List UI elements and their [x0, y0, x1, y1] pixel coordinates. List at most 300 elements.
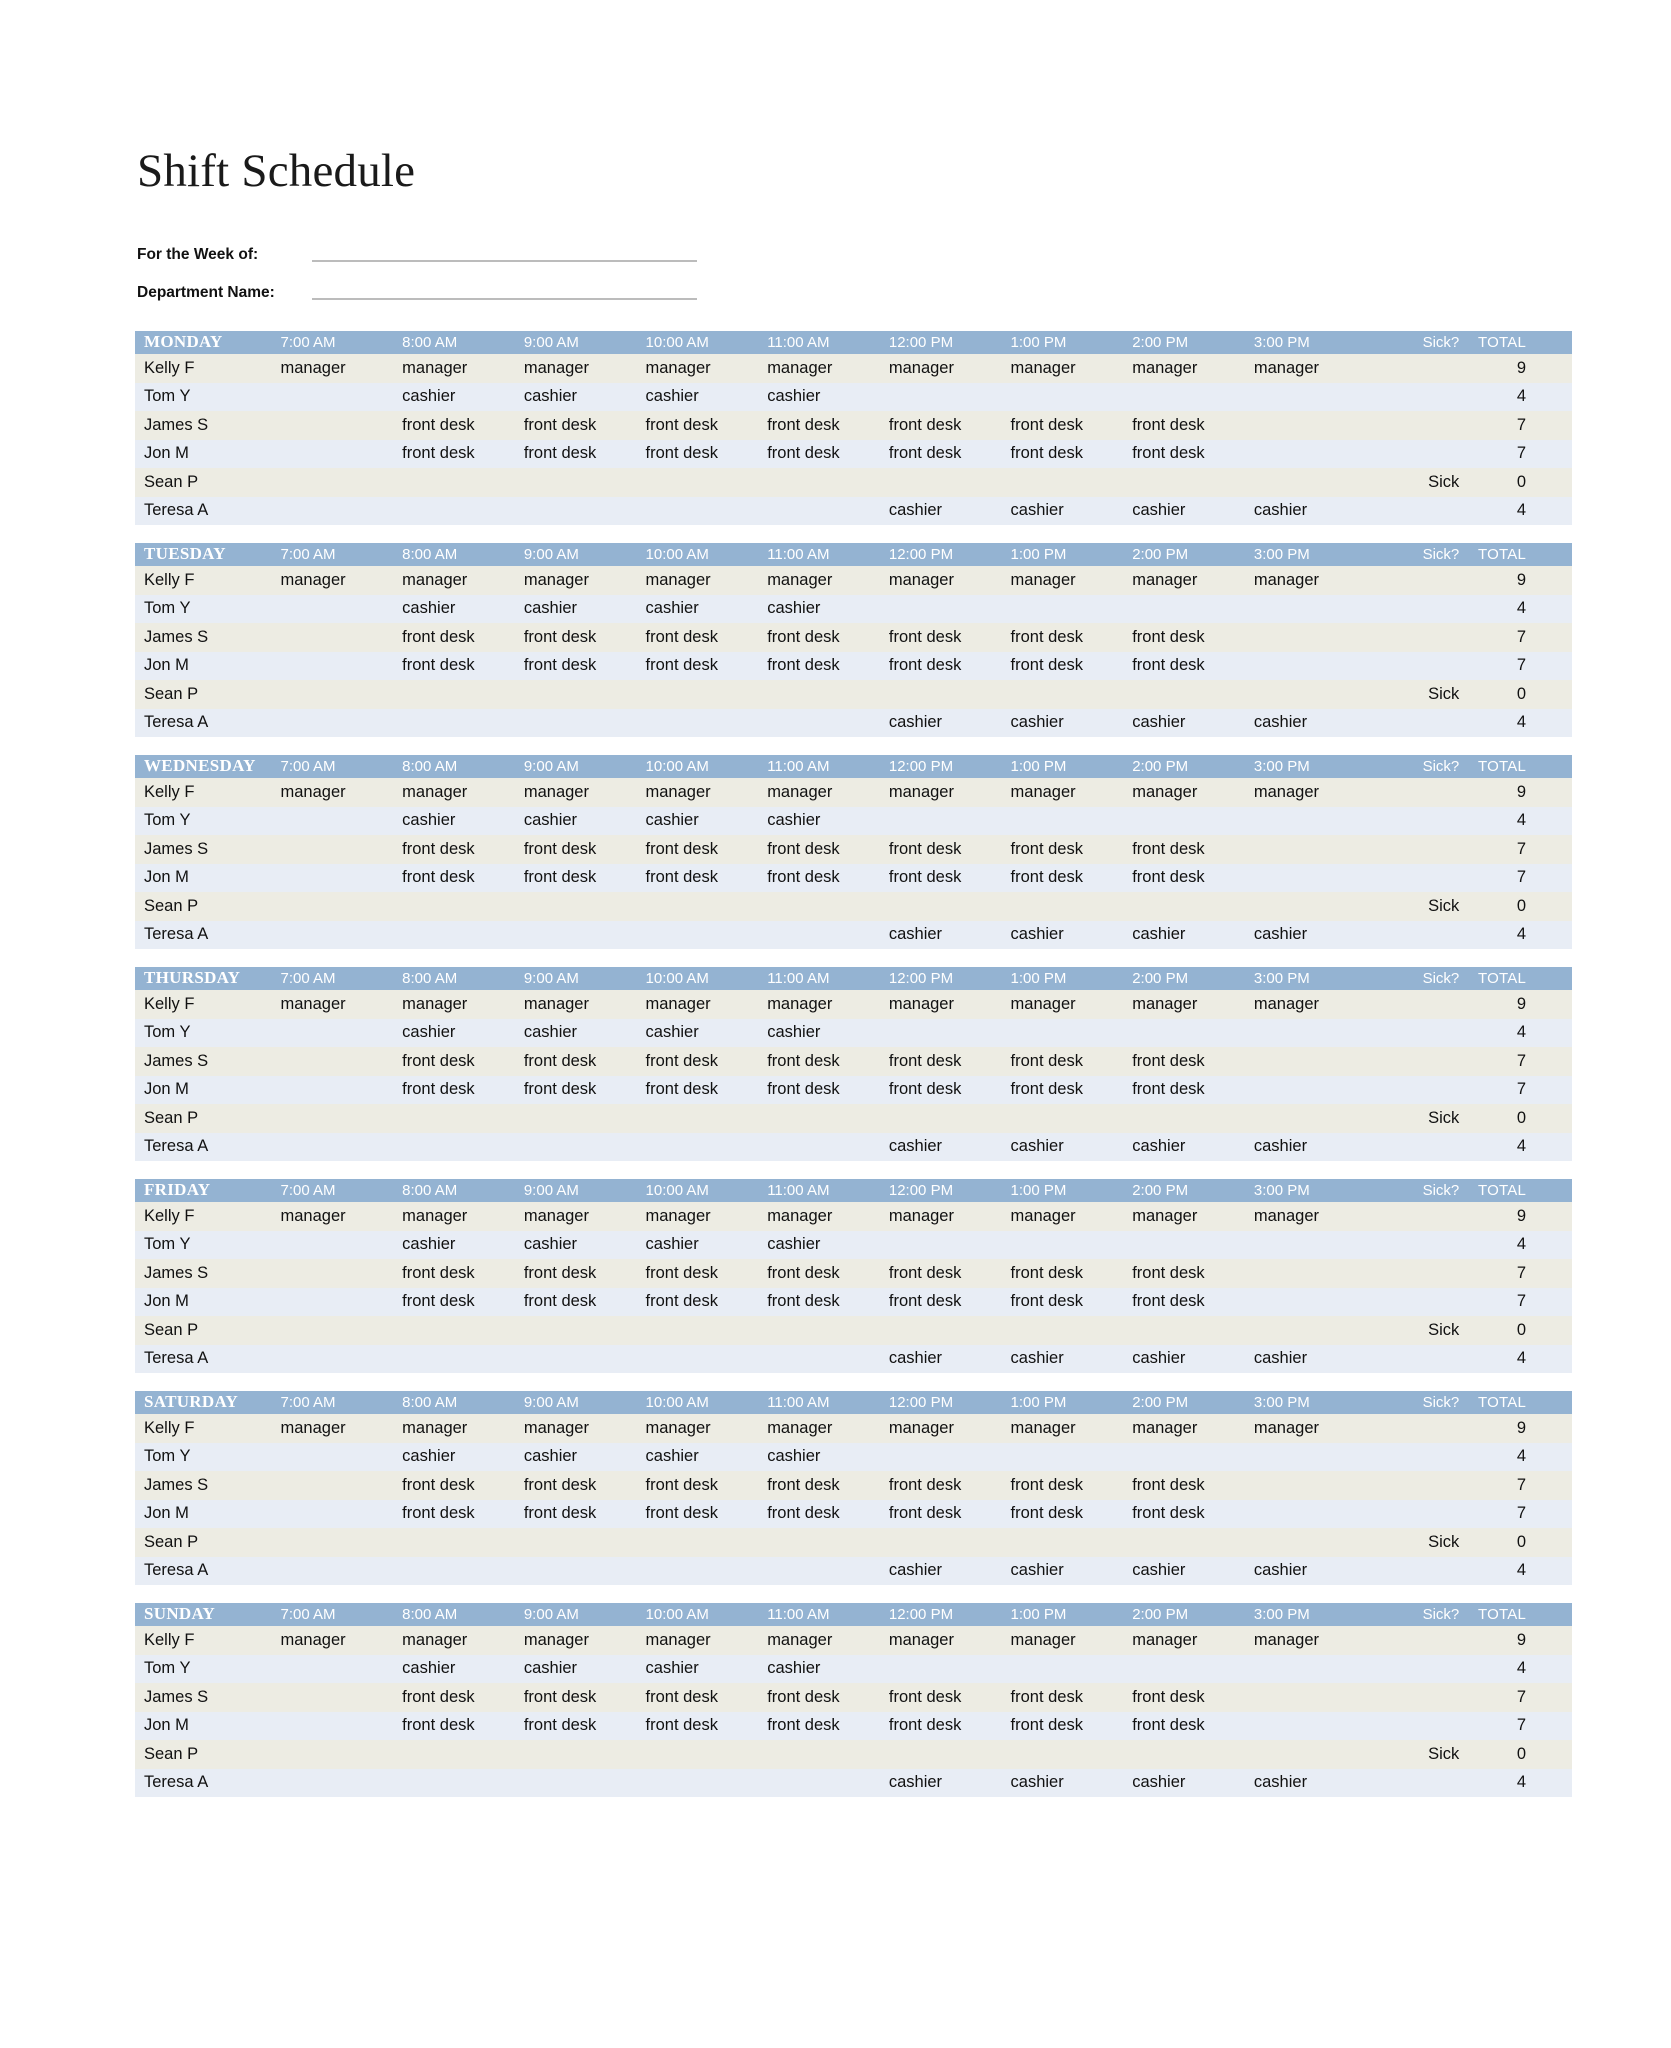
shift-cell[interactable]: front desk: [523, 1080, 597, 1099]
shift-cell[interactable]: [518, 680, 640, 709]
shift-cell[interactable]: front desk: [1132, 1687, 1205, 1706]
shift-cell[interactable]: [640, 1557, 762, 1586]
shift-cell[interactable]: cashier: [767, 1235, 821, 1254]
shift-cell[interactable]: [1126, 1019, 1248, 1048]
shift-cell[interactable]: manager: [1253, 1418, 1319, 1437]
shift-cell[interactable]: front desk: [888, 415, 962, 434]
shift-cell[interactable]: front desk: [523, 839, 597, 858]
shift-cell[interactable]: [761, 1133, 883, 1162]
sick-cell[interactable]: [1370, 1443, 1472, 1472]
table-row[interactable]: [135, 1019, 1572, 1048]
shift-cell[interactable]: [883, 595, 1005, 624]
sick-cell[interactable]: [1370, 354, 1472, 383]
shift-cell[interactable]: front desk: [1010, 839, 1083, 858]
shift-cell[interactable]: manager: [1010, 1630, 1076, 1649]
table-row[interactable]: [135, 1288, 1572, 1317]
shift-cell[interactable]: [275, 1288, 397, 1317]
shift-cell[interactable]: manager: [888, 782, 954, 801]
shift-cell[interactable]: [1248, 1316, 1370, 1345]
shift-cell[interactable]: front desk: [767, 1292, 840, 1311]
shift-cell[interactable]: [640, 1345, 762, 1374]
shift-cell[interactable]: [761, 1528, 883, 1557]
table-row[interactable]: [135, 709, 1572, 738]
shift-cell[interactable]: [396, 1345, 518, 1374]
week-of-input[interactable]: [312, 260, 697, 262]
shift-cell[interactable]: manager: [645, 1630, 711, 1649]
shift-cell[interactable]: [1248, 1288, 1370, 1317]
shift-cell[interactable]: front desk: [402, 627, 475, 646]
shift-cell[interactable]: manager: [767, 994, 833, 1013]
shift-cell[interactable]: [640, 1104, 762, 1133]
shift-cell[interactable]: manager: [523, 1630, 589, 1649]
sick-cell[interactable]: [1370, 1047, 1472, 1076]
shift-cell[interactable]: manager: [1132, 782, 1198, 801]
shift-cell[interactable]: [275, 383, 397, 412]
shift-cell[interactable]: [1248, 1259, 1370, 1288]
sick-cell[interactable]: [1370, 1202, 1472, 1231]
shift-cell[interactable]: [275, 1500, 397, 1529]
table-row[interactable]: [135, 1500, 1572, 1529]
shift-cell[interactable]: front desk: [645, 1263, 718, 1282]
shift-cell[interactable]: [518, 921, 640, 950]
sick-cell[interactable]: [1370, 778, 1472, 807]
shift-cell[interactable]: cashier: [645, 1447, 699, 1466]
shift-cell[interactable]: front desk: [888, 839, 962, 858]
shift-cell[interactable]: front desk: [523, 868, 597, 887]
sick-cell[interactable]: [1370, 835, 1472, 864]
shift-cell[interactable]: cashier: [645, 387, 699, 406]
table-row[interactable]: [135, 1259, 1572, 1288]
shift-cell[interactable]: [1005, 1104, 1127, 1133]
shift-cell[interactable]: [275, 1259, 397, 1288]
shift-cell[interactable]: front desk: [888, 1263, 962, 1282]
shift-cell[interactable]: manager: [1253, 358, 1319, 377]
shift-cell[interactable]: [518, 709, 640, 738]
shift-cell[interactable]: [518, 497, 640, 526]
shift-cell[interactable]: cashier: [888, 1561, 943, 1580]
shift-cell[interactable]: manager: [1253, 570, 1319, 589]
shift-cell[interactable]: cashier: [523, 811, 578, 830]
shift-cell[interactable]: [396, 1528, 518, 1557]
shift-cell[interactable]: [640, 1528, 762, 1557]
shift-cell[interactable]: [883, 807, 1005, 836]
sick-cell[interactable]: [1370, 921, 1472, 950]
shift-cell[interactable]: [761, 1740, 883, 1769]
shift-cell[interactable]: front desk: [767, 444, 840, 463]
sick-cell[interactable]: [1370, 595, 1472, 624]
shift-cell[interactable]: front desk: [523, 1292, 597, 1311]
shift-cell[interactable]: manager: [1132, 1418, 1198, 1437]
shift-cell[interactable]: [396, 892, 518, 921]
shift-cell[interactable]: front desk: [645, 1051, 718, 1070]
shift-cell[interactable]: [1248, 652, 1370, 681]
department-name-input[interactable]: [312, 298, 697, 300]
shift-cell[interactable]: manager: [1010, 1418, 1076, 1437]
shift-cell[interactable]: [1005, 1231, 1127, 1260]
shift-cell[interactable]: front desk: [1010, 1475, 1083, 1494]
shift-cell[interactable]: [275, 1443, 397, 1472]
shift-cell[interactable]: [1126, 383, 1248, 412]
shift-cell[interactable]: front desk: [1132, 415, 1205, 434]
shift-cell[interactable]: manager: [523, 994, 589, 1013]
table-row[interactable]: [135, 1345, 1572, 1374]
shift-cell[interactable]: manager: [402, 1418, 468, 1437]
sick-cell[interactable]: Sick: [1428, 1320, 1460, 1339]
shift-cell[interactable]: cashier: [1253, 1561, 1308, 1580]
shift-cell[interactable]: [275, 1133, 397, 1162]
shift-cell[interactable]: front desk: [402, 415, 475, 434]
shift-cell[interactable]: [1248, 1500, 1370, 1529]
table-row[interactable]: [135, 1231, 1572, 1260]
shift-cell[interactable]: [883, 383, 1005, 412]
shift-cell[interactable]: [518, 468, 640, 497]
shift-cell[interactable]: manager: [402, 570, 468, 589]
shift-cell[interactable]: [883, 680, 1005, 709]
shift-cell[interactable]: [1248, 1471, 1370, 1500]
table-row[interactable]: [135, 566, 1572, 595]
shift-cell[interactable]: [275, 652, 397, 681]
shift-cell[interactable]: manager: [1010, 1206, 1076, 1225]
shift-cell[interactable]: cashier: [1253, 1773, 1308, 1792]
sick-cell[interactable]: [1370, 440, 1472, 469]
shift-cell[interactable]: front desk: [523, 627, 597, 646]
shift-cell[interactable]: [396, 1133, 518, 1162]
shift-cell[interactable]: manager: [767, 570, 833, 589]
shift-cell[interactable]: front desk: [767, 1051, 840, 1070]
shift-cell[interactable]: manager: [402, 1206, 468, 1225]
shift-cell[interactable]: front desk: [888, 1475, 962, 1494]
shift-cell[interactable]: [396, 1316, 518, 1345]
shift-cell[interactable]: [640, 892, 762, 921]
shift-cell[interactable]: cashier: [888, 1137, 943, 1156]
shift-cell[interactable]: [275, 440, 397, 469]
shift-cell[interactable]: [1005, 595, 1127, 624]
shift-cell[interactable]: front desk: [888, 1080, 962, 1099]
shift-cell[interactable]: front desk: [402, 1292, 475, 1311]
shift-cell[interactable]: [1005, 383, 1127, 412]
shift-cell[interactable]: [396, 1104, 518, 1133]
sick-cell[interactable]: Sick: [1428, 896, 1460, 915]
shift-cell[interactable]: cashier: [645, 1023, 699, 1042]
shift-cell[interactable]: [761, 1316, 883, 1345]
shift-cell[interactable]: front desk: [645, 839, 718, 858]
shift-cell[interactable]: cashier: [523, 1447, 578, 1466]
shift-cell[interactable]: [1248, 1528, 1370, 1557]
shift-cell[interactable]: [396, 1769, 518, 1798]
shift-cell[interactable]: [1126, 892, 1248, 921]
table-row[interactable]: [135, 1712, 1572, 1741]
shift-cell[interactable]: front desk: [402, 1716, 475, 1735]
shift-cell[interactable]: [883, 1443, 1005, 1472]
shift-cell[interactable]: [1248, 807, 1370, 836]
table-row[interactable]: [135, 1471, 1572, 1500]
shift-cell[interactable]: front desk: [645, 868, 718, 887]
shift-cell[interactable]: [275, 680, 397, 709]
table-row[interactable]: [135, 1414, 1572, 1443]
shift-cell[interactable]: front desk: [523, 1687, 597, 1706]
shift-cell[interactable]: front desk: [767, 839, 840, 858]
sick-cell[interactable]: [1370, 1133, 1472, 1162]
shift-cell[interactable]: manager: [888, 1206, 954, 1225]
shift-cell[interactable]: front desk: [888, 868, 962, 887]
sick-cell[interactable]: Sick: [1428, 1532, 1460, 1551]
shift-cell[interactable]: [883, 1528, 1005, 1557]
shift-cell[interactable]: front desk: [523, 1475, 597, 1494]
shift-cell[interactable]: front desk: [767, 1716, 840, 1735]
shift-cell[interactable]: front desk: [888, 444, 962, 463]
shift-cell[interactable]: cashier: [888, 1773, 943, 1792]
table-row[interactable]: [135, 990, 1572, 1019]
shift-cell[interactable]: [518, 1740, 640, 1769]
shift-cell[interactable]: [1126, 1655, 1248, 1684]
shift-cell[interactable]: [518, 1316, 640, 1345]
shift-cell[interactable]: front desk: [645, 1716, 718, 1735]
shift-cell[interactable]: [883, 892, 1005, 921]
shift-cell[interactable]: [1005, 468, 1127, 497]
shift-cell[interactable]: front desk: [645, 1687, 718, 1706]
shift-cell[interactable]: [1126, 1443, 1248, 1472]
shift-cell[interactable]: cashier: [767, 1447, 821, 1466]
table-row[interactable]: [135, 383, 1572, 412]
sick-cell[interactable]: [1370, 1345, 1472, 1374]
shift-cell[interactable]: cashier: [1253, 713, 1308, 732]
shift-cell[interactable]: [883, 1316, 1005, 1345]
shift-cell[interactable]: front desk: [888, 1292, 962, 1311]
shift-cell[interactable]: front desk: [523, 1716, 597, 1735]
shift-cell[interactable]: [883, 1231, 1005, 1260]
sick-cell[interactable]: [1370, 1500, 1472, 1529]
sick-cell[interactable]: [1370, 1414, 1472, 1443]
shift-cell[interactable]: [761, 680, 883, 709]
shift-cell[interactable]: [640, 709, 762, 738]
shift-cell[interactable]: manager: [645, 358, 711, 377]
sick-cell[interactable]: [1370, 383, 1472, 412]
shift-cell[interactable]: [275, 1740, 397, 1769]
shift-cell[interactable]: front desk: [1132, 1263, 1205, 1282]
shift-cell[interactable]: cashier: [523, 599, 578, 618]
shift-cell[interactable]: [396, 468, 518, 497]
sick-cell[interactable]: Sick: [1428, 472, 1460, 491]
shift-cell[interactable]: [518, 1528, 640, 1557]
sick-cell[interactable]: [1370, 990, 1472, 1019]
shift-cell[interactable]: manager: [402, 358, 468, 377]
shift-cell[interactable]: cashier: [402, 1659, 456, 1678]
shift-cell[interactable]: [275, 1104, 397, 1133]
table-row[interactable]: [135, 595, 1572, 624]
shift-cell[interactable]: cashier: [767, 1023, 821, 1042]
table-row[interactable]: [135, 1683, 1572, 1712]
shift-cell[interactable]: front desk: [1010, 1504, 1083, 1523]
table-row[interactable]: [135, 864, 1572, 893]
table-row[interactable]: [135, 1202, 1572, 1231]
shift-cell[interactable]: front desk: [1132, 868, 1205, 887]
shift-cell[interactable]: [275, 807, 397, 836]
shift-cell[interactable]: front desk: [1132, 444, 1205, 463]
shift-cell[interactable]: front desk: [645, 1080, 718, 1099]
shift-cell[interactable]: [1248, 892, 1370, 921]
shift-cell[interactable]: [1248, 383, 1370, 412]
shift-cell[interactable]: cashier: [645, 811, 699, 830]
table-row[interactable]: [135, 1133, 1572, 1162]
table-row[interactable]: [135, 1316, 1572, 1345]
shift-cell[interactable]: [275, 411, 397, 440]
shift-cell[interactable]: [761, 468, 883, 497]
shift-cell[interactable]: cashier: [1253, 501, 1308, 520]
shift-cell[interactable]: front desk: [523, 1051, 597, 1070]
shift-cell[interactable]: cashier: [888, 713, 943, 732]
shift-cell[interactable]: [1126, 1740, 1248, 1769]
shift-cell[interactable]: cashier: [767, 599, 821, 618]
shift-cell[interactable]: front desk: [888, 627, 962, 646]
shift-cell[interactable]: manager: [645, 1206, 711, 1225]
sick-cell[interactable]: [1370, 1259, 1472, 1288]
shift-cell[interactable]: manager: [402, 994, 468, 1013]
shift-cell[interactable]: manager: [402, 782, 468, 801]
shift-cell[interactable]: front desk: [645, 1292, 718, 1311]
shift-cell[interactable]: cashier: [645, 1659, 699, 1678]
shift-cell[interactable]: front desk: [767, 868, 840, 887]
shift-cell[interactable]: front desk: [1010, 1687, 1083, 1706]
sick-cell[interactable]: [1370, 1557, 1472, 1586]
shift-cell[interactable]: cashier: [888, 925, 943, 944]
shift-cell[interactable]: front desk: [767, 627, 840, 646]
shift-cell[interactable]: [1248, 1231, 1370, 1260]
shift-cell[interactable]: manager: [280, 1206, 346, 1225]
shift-cell[interactable]: manager: [645, 994, 711, 1013]
shift-cell[interactable]: cashier: [1132, 925, 1186, 944]
shift-cell[interactable]: front desk: [402, 1263, 475, 1282]
shift-cell[interactable]: cashier: [1132, 501, 1186, 520]
shift-cell[interactable]: [275, 1345, 397, 1374]
table-row[interactable]: [135, 680, 1572, 709]
shift-cell[interactable]: manager: [1253, 1630, 1319, 1649]
shift-cell[interactable]: [275, 1076, 397, 1105]
shift-cell[interactable]: [275, 595, 397, 624]
shift-cell[interactable]: [1248, 623, 1370, 652]
shift-cell[interactable]: [275, 1683, 397, 1712]
shift-cell[interactable]: front desk: [1132, 1051, 1205, 1070]
shift-cell[interactable]: front desk: [523, 444, 597, 463]
shift-cell[interactable]: [1248, 1443, 1370, 1472]
shift-cell[interactable]: [1005, 1443, 1127, 1472]
shift-cell[interactable]: manager: [280, 1418, 346, 1437]
table-row[interactable]: [135, 623, 1572, 652]
shift-cell[interactable]: cashier: [1132, 1561, 1186, 1580]
shift-cell[interactable]: front desk: [888, 1687, 962, 1706]
shift-cell[interactable]: cashier: [888, 1349, 943, 1368]
shift-cell[interactable]: [518, 892, 640, 921]
shift-cell[interactable]: manager: [1010, 782, 1076, 801]
shift-cell[interactable]: cashier: [1010, 1137, 1064, 1156]
shift-cell[interactable]: manager: [888, 1418, 954, 1437]
shift-cell[interactable]: front desk: [888, 656, 962, 675]
shift-cell[interactable]: front desk: [1132, 839, 1205, 858]
shift-cell[interactable]: front desk: [1010, 444, 1083, 463]
shift-cell[interactable]: [1005, 1316, 1127, 1345]
table-row[interactable]: [135, 892, 1572, 921]
shift-cell[interactable]: manager: [645, 570, 711, 589]
shift-cell[interactable]: front desk: [523, 1263, 597, 1282]
sick-cell[interactable]: [1370, 709, 1472, 738]
shift-cell[interactable]: cashier: [767, 1659, 821, 1678]
shift-cell[interactable]: cashier: [402, 1235, 456, 1254]
shift-cell[interactable]: front desk: [1010, 868, 1083, 887]
shift-cell[interactable]: cashier: [1010, 1773, 1064, 1792]
shift-cell[interactable]: [1005, 680, 1127, 709]
shift-cell[interactable]: [396, 1740, 518, 1769]
shift-cell[interactable]: [275, 1316, 397, 1345]
shift-cell[interactable]: cashier: [1132, 713, 1186, 732]
shift-cell[interactable]: manager: [1253, 1206, 1319, 1225]
shift-cell[interactable]: manager: [645, 1418, 711, 1437]
shift-cell[interactable]: cashier: [1010, 713, 1064, 732]
shift-cell[interactable]: [1126, 1528, 1248, 1557]
shift-cell[interactable]: cashier: [1010, 925, 1064, 944]
sick-cell[interactable]: [1370, 1712, 1472, 1741]
shift-cell[interactable]: cashier: [402, 811, 456, 830]
shift-cell[interactable]: [1248, 835, 1370, 864]
table-row[interactable]: [135, 497, 1572, 526]
shift-cell[interactable]: [518, 1133, 640, 1162]
shift-cell[interactable]: front desk: [888, 1051, 962, 1070]
table-row[interactable]: [135, 1557, 1572, 1586]
shift-cell[interactable]: cashier: [767, 811, 821, 830]
shift-cell[interactable]: manager: [767, 1418, 833, 1437]
shift-cell[interactable]: cashier: [402, 387, 456, 406]
shift-cell[interactable]: [1248, 1712, 1370, 1741]
shift-cell[interactable]: cashier: [767, 387, 821, 406]
sick-cell[interactable]: Sick: [1428, 1744, 1460, 1763]
shift-cell[interactable]: [761, 892, 883, 921]
sick-cell[interactable]: [1370, 1683, 1472, 1712]
shift-cell[interactable]: cashier: [888, 501, 943, 520]
shift-cell[interactable]: [1248, 468, 1370, 497]
table-row[interactable]: [135, 807, 1572, 836]
shift-cell[interactable]: [396, 921, 518, 950]
shift-cell[interactable]: [1248, 1019, 1370, 1048]
sick-cell[interactable]: [1370, 1019, 1472, 1048]
shift-cell[interactable]: manager: [645, 782, 711, 801]
shift-cell[interactable]: [275, 1655, 397, 1684]
shift-cell[interactable]: [275, 1019, 397, 1048]
shift-cell[interactable]: front desk: [767, 1504, 840, 1523]
shift-cell[interactable]: cashier: [1132, 1773, 1186, 1792]
shift-cell[interactable]: manager: [280, 570, 346, 589]
shift-cell[interactable]: manager: [888, 1630, 954, 1649]
shift-cell[interactable]: cashier: [402, 1447, 456, 1466]
shift-cell[interactable]: [1248, 864, 1370, 893]
shift-cell[interactable]: manager: [280, 358, 346, 377]
table-row[interactable]: [135, 1528, 1572, 1557]
sick-cell[interactable]: [1370, 652, 1472, 681]
shift-cell[interactable]: front desk: [1132, 656, 1205, 675]
shift-cell[interactable]: front desk: [402, 1051, 475, 1070]
shift-cell[interactable]: front desk: [402, 444, 475, 463]
shift-cell[interactable]: front desk: [767, 1687, 840, 1706]
shift-cell[interactable]: [640, 1769, 762, 1798]
sick-cell[interactable]: [1370, 1769, 1472, 1798]
shift-cell[interactable]: manager: [280, 994, 346, 1013]
shift-cell[interactable]: cashier: [1010, 1349, 1064, 1368]
shift-cell[interactable]: manager: [1132, 1630, 1198, 1649]
sick-cell[interactable]: [1370, 411, 1472, 440]
shift-cell[interactable]: [275, 1047, 397, 1076]
shift-cell[interactable]: [761, 1345, 883, 1374]
shift-cell[interactable]: front desk: [645, 1504, 718, 1523]
shift-cell[interactable]: front desk: [645, 1475, 718, 1494]
shift-cell[interactable]: manager: [280, 1630, 346, 1649]
table-row[interactable]: [135, 1740, 1572, 1769]
